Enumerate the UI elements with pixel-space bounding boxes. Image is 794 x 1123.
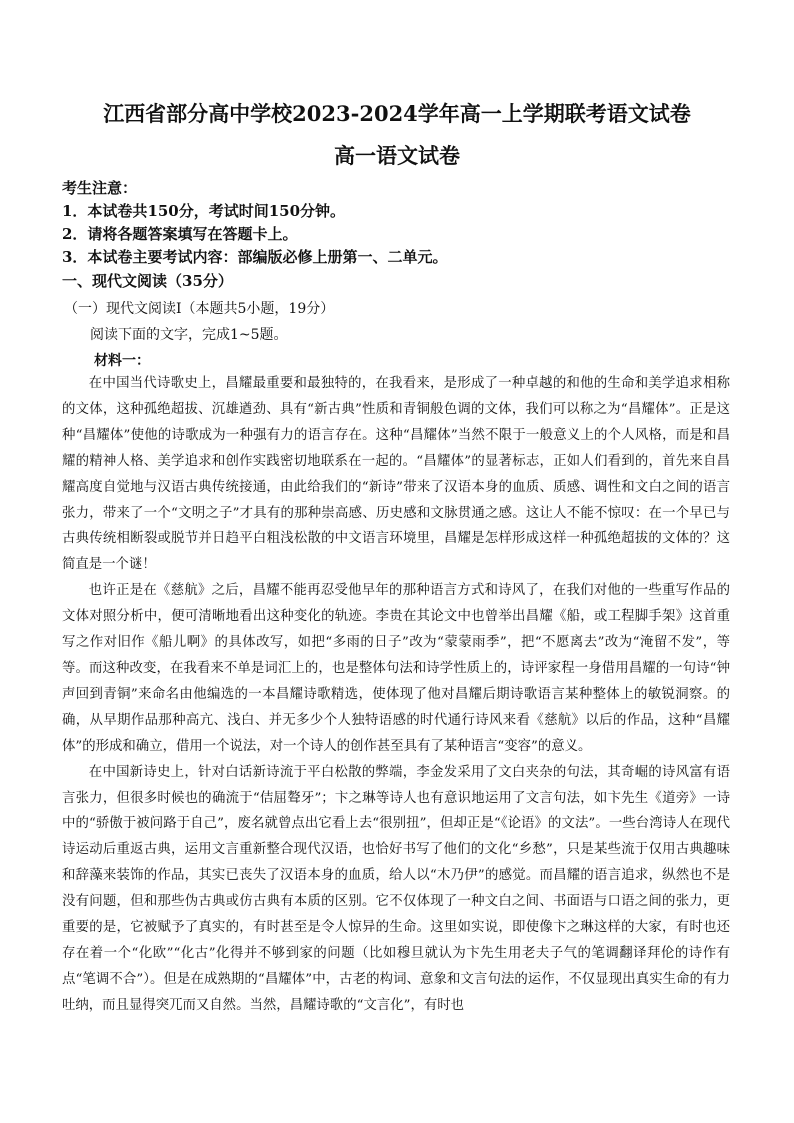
material-label: 材料一： (94, 353, 150, 369)
passage-paragraph-3: 在中国新诗史上，针对白话新诗流于平白松散的弊端，李金发采用了文白夹杂的句法，其奇崛的诗风富有语言张力，但很多时候也的确流于“佶屈聱牙”；卞之琳等诗人也有意识地运用了文言句法，如卞先生《道旁》一诗中的“骄傲于被问路于自己”，废名就曾点出它看上去“很别扭”，但却正是“《论语》的文法”。一些台湾诗人在现代诗运动后重返古典，运用文言重新整合现代汉语，也恰好书写了他们的文化“乡愁”，只是某些流于仅用古典趣味和辞藻来装饰的作品，其实已丧失了汉语本身的血质，给人以“木乃伊”的感觉。而昌耀的语言追求，纵然也不是没有问题，但和那些伪古典或仿古典有本质的区别。它不仅体现了一种文白之间、书面语与口语之间的张力，更重要的是，它被赋予了真实的，有时甚至是令人惊异的生命。这里如实说，即使像卞之琳这样的大家，有时也还存在着一个“化欧”“化古”化得并不够到家的问题（比如穆旦就认为卞先生用老夫子气的笔调翻译拜伦的诗作有点“笔调不合”）。但是在成熟期的“昌耀体”中，古老的构词、意象和文言句法的运作，不仅显现出真实生命的有力吐纳，而且显得突兀而又自然。当然，昌耀诗歌的“文言化”，有时也 (62, 764, 730, 1013)
passage-paragraph-1: 在中国当代诗歌史上，昌耀最重要和最独特的，在我看来，是形成了一种卓越的和他的生命和美学追求相称的文体，这种孤绝超拔、沉雄遒劲、具有“新古典”性质和青铜般色调的文体，我们可以称之为“昌耀体”。正是这种“昌耀体”使他的诗歌成为一种强有力的语言存在。这种“昌耀体”当然不限于一般意义上的个人风格，而是和昌耀的精神人格、美学追求和创作实践密切地联系在一起的。“昌耀体”的显著标志，正如人们看到的，首先来自昌耀高度自觉地与汉语古典传统接通，由此给我们的“新诗”带来了汉语本身的血质、质感、调性和文白之间的语言张力，带来了一个“文明之子”才具有的那种崇高感、历史感和文脉贯通之感。这让人不能不惊叹：在一个早已与古典传统相断裂或脱节并日趋平白粗浅松散的中文语言环境里，昌耀是怎样形成这样一种孤绝超拔的文体的？这简直是一个谜！ (62, 376, 730, 573)
section-heading: 一、现代文阅读（35分） (62, 272, 233, 290)
exam-title: 江西省部分高中学校2023-2024学年高一上学期联考语文试卷 (103, 101, 691, 126)
notice-item-3: 3．本试卷主要考试内容：部编版必修上册第一、二单元。 (62, 248, 448, 266)
exam-subtitle: 高一语文试卷 (334, 143, 460, 168)
passage-paragraph-2: 也许正是在《慈航》之后，昌耀不能再忍受他早年的那种语言方式和诗风了，在我们对他的一些重写作品的文体对照分析中，便可清晰地看出这种变化的轨迹。李贵在其论文中也曾举出昌耀《船，或工程脚手架》这首重写之作对旧作《船儿啊》的具体改写，如把“多雨的日子”改为“蒙蒙雨季”，把“不愿离去”改为“淹留不发”，等等。而这种改变，在我看来不单是词汇上的，也是整体句法和诗学性质上的，诗评家程一身借用昌耀的一句诗“钟声回到青铜”来命名由他编选的一本昌耀诗歌精选，使体现了他对昌耀后期诗歌语言某种整体上的敏锐洞察。的确，从早期作品那种高亢、浅白、并无多少个人独特语感的时代通行诗风来看《慈航》以后的作品，这种“昌耀体”的形成和确立，借用一个说法，对一个诗人的创作甚至具有了某种语言“变容”的意义。 (62, 583, 730, 754)
notice-item-2: 2．请将各题答案填写在答题卡上。 (62, 225, 298, 243)
notice-item-1: 1．本试卷共150分，考试时间150分钟。 (62, 202, 346, 220)
notice-heading: 考生注意： (62, 179, 138, 197)
subsection-heading: （一）现代文阅读Ⅰ（本题共5小题，19分） (64, 301, 335, 317)
reading-instruction: 阅读下面的文字，完成1~5题。 (90, 327, 288, 343)
passage (62, 371, 730, 1019)
